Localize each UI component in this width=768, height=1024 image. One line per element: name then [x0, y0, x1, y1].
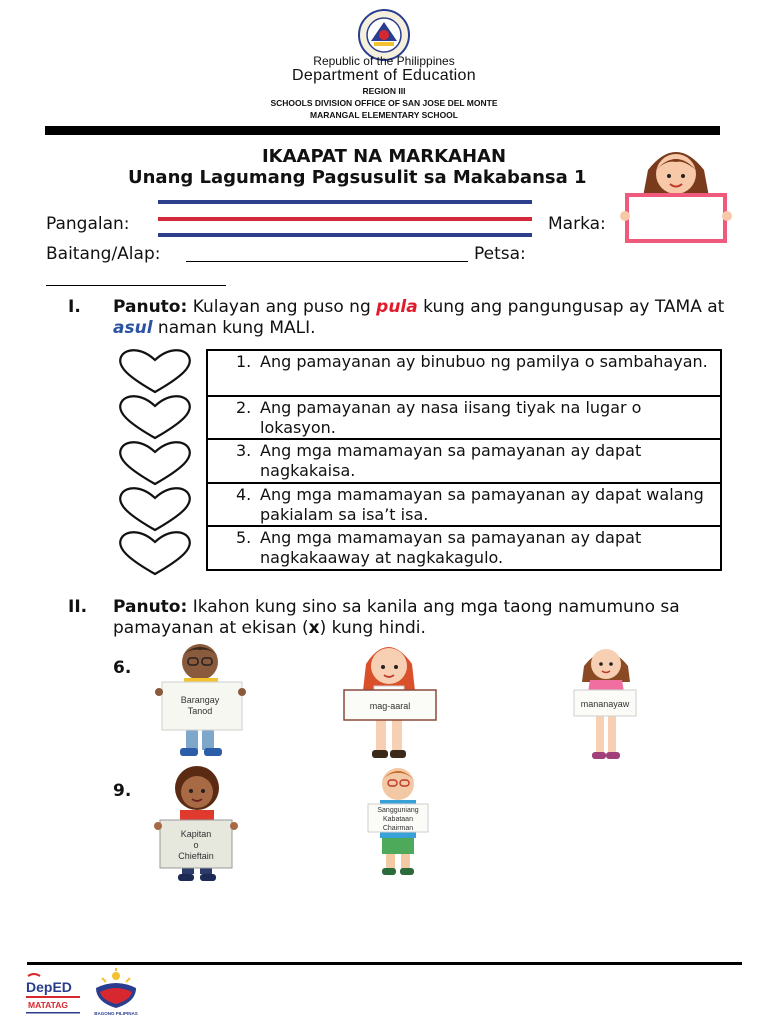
bagong-pilipinas-logo-icon — [90, 968, 142, 1016]
panuto-label: Panuto: — [113, 597, 188, 617]
grade-label: Baitang/Alap: — [46, 244, 161, 264]
header-region: REGION III — [362, 86, 406, 96]
sign-mananayaw: mananayaw — [580, 699, 630, 709]
item-text: Ang mga mamamayan sa pamayanan ay dapat nagkakaisa. — [260, 441, 642, 480]
heart-icon[interactable] — [120, 488, 190, 530]
item-number: 4. — [236, 484, 252, 504]
blue-word: asul — [113, 318, 153, 338]
item-text: Ang mga mamamayan sa pamayanan ay dapat walang pakialam sa isa’t isa. — [260, 484, 704, 524]
student-figure[interactable] — [340, 638, 440, 764]
section-2-number: II. — [68, 597, 88, 617]
name-label: Pangalan: — [46, 214, 130, 234]
sign-barangay: Barangay — [180, 695, 220, 705]
section-1-instructions — [113, 297, 733, 339]
footer-divider — [27, 962, 742, 965]
sign-mag-aaral: mag-aaral — [369, 701, 411, 711]
sk-chairman-figure[interactable] — [360, 764, 436, 878]
quarter-title: IKAAPAT NA MARKAHAN — [261, 146, 507, 167]
score-label: Marka: — [548, 214, 606, 234]
sign-chairman: Chairman — [382, 825, 414, 832]
kapitan-figure[interactable] — [152, 760, 242, 884]
item-text: Ang pamayanan ay binubuo ng pamilya o sambahayan. — [260, 352, 708, 371]
header-school: MARANGAL ELEMENTARY SCHOOL — [310, 110, 458, 120]
name-line-top — [158, 200, 532, 204]
header-division: SCHOOLS DIVISION OFFICE OF SAN JOSE DEL MONTE — [270, 98, 498, 108]
heart-icon[interactable] — [120, 442, 190, 484]
deped-matatag-logo-icon — [24, 970, 82, 1016]
sign-kapitan: Kapitan — [180, 829, 212, 839]
section-1-number: I. — [68, 297, 81, 317]
instruction-text-a: Ikahon kung sino sa kanila ang mga taong namumuno sa pamayanan at ekisan ( — [113, 597, 680, 638]
table-row — [208, 482, 720, 526]
header-department: Department of Education — [292, 67, 476, 84]
instruction-text-b: kung ang pangungusap ay TAMA at — [417, 297, 725, 317]
test-title: Unang Lagumang Pagsusulit sa Makabansa 1 — [128, 167, 587, 188]
item-6-number: 6. — [113, 658, 132, 678]
hearts-column — [115, 348, 195, 578]
name-line-middle — [158, 217, 532, 221]
item-text: Ang mga mamamayan sa pamayanan ay dapat nagkakaaway at nagkakagulo. — [260, 528, 642, 567]
header-republic: Republic of the Philippines — [313, 54, 455, 68]
sign-sangguniang: Sangguniang — [377, 807, 419, 814]
item-number: 3. — [236, 441, 252, 460]
sign-tanod: Tanod — [187, 706, 213, 716]
matatag-wordmark: MATATAG — [28, 1000, 68, 1010]
table-row — [208, 525, 720, 569]
heart-icon[interactable] — [120, 350, 190, 392]
instruction-text-b: ) kung hindi. — [319, 618, 426, 638]
table-row — [208, 438, 720, 482]
grade-blank-line[interactable] — [186, 261, 468, 262]
item-number: 1. — [236, 352, 252, 371]
item-text: Ang pamayanan ay nasa iisang tiyak na lugar o lokasyon. — [260, 397, 642, 437]
table-row — [208, 351, 720, 395]
girl-holding-board-icon — [618, 140, 736, 244]
section-2-instructions — [113, 597, 733, 639]
panuto-label: Panuto: — [113, 297, 188, 317]
sign-o: o — [193, 840, 199, 850]
instruction-text-a: Kulayan ang puso ng — [187, 297, 377, 317]
sign-kabataan: Kabataan — [383, 816, 413, 823]
heart-icon[interactable] — [120, 396, 190, 438]
date-blank-line[interactable] — [46, 285, 226, 286]
name-line-bottom — [158, 233, 532, 237]
barangay-tanod-figure[interactable] — [150, 640, 246, 762]
date-label: Petsa: — [474, 244, 526, 264]
sign-chieftain: Chieftain — [178, 851, 214, 861]
item-number: 2. — [236, 397, 252, 417]
red-word: pula — [376, 297, 418, 317]
statements-table — [206, 349, 722, 571]
deped-wordmark: DepED — [26, 979, 72, 995]
heart-icon[interactable] — [120, 532, 190, 574]
header-divider — [45, 126, 720, 135]
table-row — [208, 395, 720, 439]
dancer-figure[interactable] — [570, 642, 642, 766]
x-mark: x — [308, 618, 320, 638]
item-number: 5. — [236, 528, 252, 547]
instruction-text-c: naman kung MALI. — [152, 318, 316, 338]
bagong-pilipinas-text: BAGONG PILIPINAS — [94, 1011, 138, 1016]
item-9-number: 9. — [113, 781, 132, 801]
